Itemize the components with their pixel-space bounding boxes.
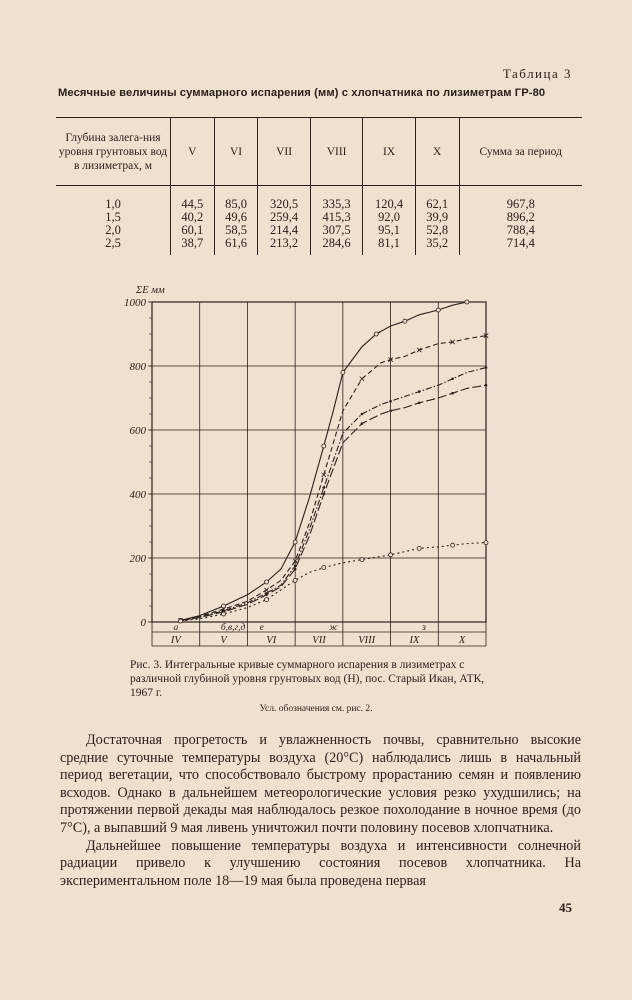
table-cell: 120,4 bbox=[363, 186, 416, 212]
table-cell: 788,4 bbox=[506, 223, 535, 237]
data-point bbox=[360, 377, 364, 381]
table-row bbox=[56, 211, 582, 224]
y-tick-label: 0 bbox=[140, 617, 146, 629]
data-point bbox=[418, 390, 421, 393]
y-tick-label: 400 bbox=[129, 489, 146, 501]
data-point bbox=[451, 543, 455, 547]
table-cell: 967,8 bbox=[506, 197, 535, 211]
data-point bbox=[265, 598, 269, 602]
table-cell: 2,5 bbox=[56, 237, 171, 255]
data-point bbox=[265, 580, 269, 584]
table-cell: 335,3 bbox=[310, 186, 363, 212]
table-cell: 60,1 bbox=[171, 224, 215, 237]
data-point bbox=[451, 378, 454, 381]
paragraph: Достаточная прогретость и увлажненность почвы, сравнительно высокие средние суточные температуры воздуха (20°С) наблюдались лишь в начальный период вегетации, что способствовало быстрому прорастанию семян и появлению всходов. Однако в дальнейшем метеорологические условия резко ухудшились; на протяжении первой декады мая наблюдалось резкое похолодание в ночное время (до 7°С), а выпавший 9 мая ливень уничтожил почти половину посевов хлопчатника. bbox=[60, 732, 581, 836]
data-point bbox=[451, 392, 454, 395]
series-line bbox=[181, 336, 486, 621]
table-cell: 44,5 bbox=[171, 186, 215, 212]
table-cell: 40,2 bbox=[171, 211, 215, 224]
table-label: Таблица 3 bbox=[502, 66, 572, 81]
data-point bbox=[179, 619, 183, 623]
chart-series bbox=[178, 300, 488, 623]
data-point bbox=[465, 300, 469, 304]
month-label: IX bbox=[409, 635, 420, 646]
data-point bbox=[436, 308, 440, 312]
table-header-month: VII bbox=[258, 118, 311, 186]
table-header-month: VIII bbox=[310, 118, 363, 186]
table-cell: 213,2 bbox=[258, 237, 311, 255]
table-header-month: X bbox=[415, 118, 459, 186]
data-point bbox=[322, 486, 325, 489]
month-label: IV bbox=[170, 635, 181, 646]
table-cell: 259,4 bbox=[258, 211, 311, 224]
body-text bbox=[60, 732, 581, 890]
paragraph: Дальнейшее повышение температуры воздуха и интенсивности солнечной радиации привело к улучшению состояния посевов хлопчатника. На экспериментальном поле 18—19 мая была проведена первая bbox=[60, 837, 581, 889]
table-cell: 39,9 bbox=[415, 211, 459, 224]
table-cell: 415,3 bbox=[310, 211, 363, 224]
data-point bbox=[361, 413, 364, 416]
month-label: X bbox=[458, 635, 466, 646]
data-point bbox=[322, 566, 326, 570]
data-point bbox=[389, 553, 393, 557]
series-line bbox=[181, 543, 486, 621]
y-tick-label: 800 bbox=[129, 361, 146, 373]
table-header-month: VI bbox=[214, 118, 258, 186]
table-header-total: Сумма за период bbox=[459, 118, 582, 186]
figure-caption-text: Рис. 3. Интегральные кривые суммарного испарения в лизиметрах с различной глубиной уровня грунтовых вод (H), пос. Старый Икан, АТК, 1967 г. bbox=[130, 659, 485, 699]
data-point bbox=[484, 541, 488, 545]
table-cell: 284,6 bbox=[310, 237, 363, 255]
table-header-row bbox=[56, 118, 582, 186]
figure-note: Усл. обозначения см. рис. 2. bbox=[259, 704, 373, 714]
table-cell: 714,4 bbox=[506, 236, 535, 250]
data-point bbox=[403, 319, 407, 323]
phase-label: з bbox=[422, 623, 426, 633]
y-axis-label: ΣE мм bbox=[136, 285, 165, 296]
table-cell: 2,0 bbox=[56, 224, 171, 237]
data-point bbox=[485, 366, 488, 369]
month-label: VIII bbox=[358, 635, 376, 646]
table-cell: 214,4 bbox=[258, 224, 311, 237]
chart-grid bbox=[148, 302, 486, 646]
table-cell: 92,0 bbox=[363, 211, 416, 224]
table-cell: 320,5 bbox=[258, 186, 311, 212]
figure-caption bbox=[130, 658, 510, 700]
data-point bbox=[222, 612, 226, 616]
table-cell: 58,5 bbox=[214, 224, 258, 237]
table-row bbox=[56, 186, 582, 212]
table-cell: 85,0 bbox=[214, 186, 258, 212]
data-point bbox=[294, 568, 297, 571]
table-cell: 896,2 bbox=[506, 210, 535, 224]
data-point bbox=[293, 540, 297, 544]
data-point bbox=[293, 578, 297, 582]
table-header-month: V bbox=[171, 118, 215, 186]
table-title: Месячные величины суммарного испарения (мм) с хлопчатника по лизиметрам ГР-80 bbox=[58, 87, 546, 99]
table-cell: 81,1 bbox=[363, 237, 416, 255]
data-point bbox=[418, 402, 421, 405]
phase-label: е bbox=[259, 623, 264, 633]
table-cell: 62,1 bbox=[415, 186, 459, 212]
month-label: VII bbox=[312, 635, 326, 646]
data-point bbox=[360, 558, 364, 562]
data-point bbox=[417, 546, 421, 550]
table-row bbox=[56, 224, 582, 237]
evaporation-table bbox=[56, 117, 582, 255]
series-line bbox=[181, 385, 486, 621]
table-cell: 52,8 bbox=[415, 224, 459, 237]
data-point bbox=[485, 384, 488, 387]
month-label: VI bbox=[266, 635, 277, 646]
table-cell: 49,6 bbox=[214, 211, 258, 224]
table-cell: 38,7 bbox=[171, 237, 215, 255]
table-header-month: IX bbox=[363, 118, 416, 186]
table-cell: 95,1 bbox=[363, 224, 416, 237]
table-cell: 307,5 bbox=[310, 224, 363, 237]
data-point bbox=[361, 422, 364, 425]
y-tick-label: 200 bbox=[129, 553, 146, 565]
y-tick-label: 600 bbox=[129, 425, 146, 437]
table-row bbox=[56, 237, 582, 255]
evaporation-chart bbox=[120, 278, 500, 654]
table-cell: 1,0 bbox=[56, 186, 171, 212]
data-point bbox=[322, 493, 325, 496]
y-tick-label: 1000 bbox=[124, 297, 146, 309]
table-cell: 61,6 bbox=[214, 237, 258, 255]
phase-label: б,в,г,д bbox=[220, 623, 246, 633]
data-point bbox=[389, 400, 392, 403]
data-point bbox=[264, 588, 268, 592]
month-label: V bbox=[220, 635, 227, 646]
table-cell: 35,2 bbox=[415, 237, 459, 255]
page-number: 45 bbox=[559, 900, 572, 915]
data-point bbox=[322, 444, 326, 448]
phase-label: ж bbox=[328, 623, 338, 633]
table-cell: 1,5 bbox=[56, 211, 171, 224]
phase-label: a bbox=[173, 623, 179, 633]
data-point bbox=[265, 594, 268, 597]
table-header-depth: Глубина залега-ния уровня грунтовых вод в лизиметрах, м bbox=[56, 118, 171, 186]
data-point bbox=[341, 370, 345, 374]
data-point bbox=[374, 332, 378, 336]
data-point bbox=[389, 410, 392, 413]
